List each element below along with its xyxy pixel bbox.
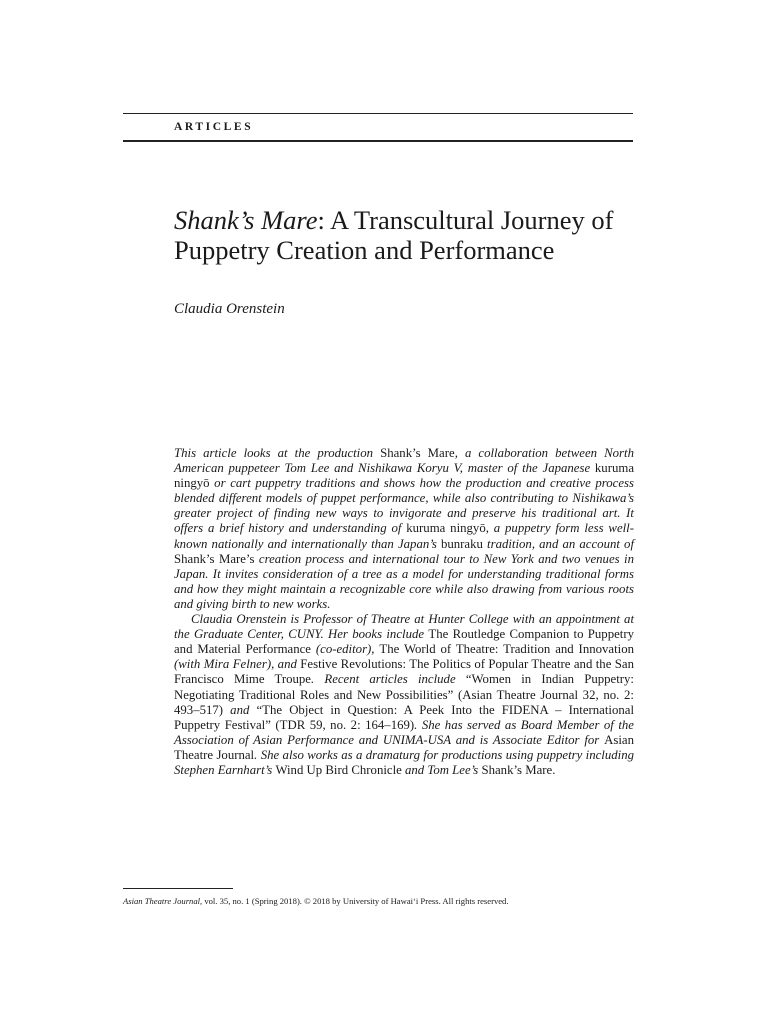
journal-citation (123, 896, 509, 906)
header-bottom-rule (123, 140, 633, 142)
abstract-run: creation process and international tour to New York and two venues in Japan. It invites consideration of a tree as a model for understanding traditional forms and how they might maintain a recognizable core while also drawing from various roots and giving birth to new works. (174, 551, 634, 611)
article-front-matter (174, 446, 634, 778)
abstract-run: This article looks at the production (174, 446, 381, 460)
abstract-run: , a puppetry form less well-known nationally and internationally than Japan’s (174, 521, 634, 551)
header-top-rule (123, 113, 633, 114)
bio-run: (co-editor), (310, 642, 380, 657)
citation-text: , vol. 35, no. 1 (Spring 2018). © 2018 by University of Hawai‘i Press. All rights reserved. (200, 896, 509, 906)
bio-run: The Routledge Companion to Puppetry and Material Performance (174, 627, 634, 657)
section-label: ARTICLES (174, 121, 254, 133)
abstract-run: tradition, and an account of (482, 536, 635, 551)
bio-run: Festive Revolutions: The Politics of Popular Theatre and the San Francisco Mime Troupe (174, 657, 634, 687)
author-name: Claudia Orenstein (174, 301, 285, 317)
abstract-run: or cart puppetry traditions and shows how the production and creative process blended different models of puppet performance, while also contributing to Nishikawa’s greater project of finding new ways to invigorate and preserve his traditional art. It offers a brief history and understanding of (174, 476, 634, 536)
bio-run: “Women in Indian Puppetry: Negotiating Traditional Roles and New Possibilities” (Asian Theatre Journal 32, no. 2: 493–517) (174, 672, 634, 717)
bio-run: . She also works as a dramaturg for productions using puppetry including Stephen Earnhart’s (174, 747, 634, 777)
abstract-run: Shank’s Mare’s (174, 551, 255, 566)
bio-run: . She has served as Board Member of the Association of Asian Performance and UNIMA-USA and is Associate Editor for (174, 717, 634, 747)
abstract-run: kuruma ningyō (406, 521, 486, 536)
bio-run: (with Mira Felner), and (174, 657, 301, 672)
article-title (174, 205, 634, 265)
abstract-run: kuruma ningyō (174, 461, 634, 491)
bio-run: Wind Up Bird Chronicle (275, 762, 402, 777)
bio-run: and Tom Lee’s (401, 762, 482, 777)
abstract-paragraph (174, 446, 634, 612)
journal-name: Asian Theatre Journal (123, 896, 201, 906)
abstract-run: , a collaboration between North American puppeteer Tom Lee and Nishikawa Koryu V, master of the Japanese (174, 446, 634, 476)
abstract-run: bunraku (440, 536, 483, 551)
footnote-rule (123, 888, 233, 889)
bio-run: “The Object in Question: A Peek Into the FIDENA – International Puppetry Festival” (TDR 59, no. 2: 164–169) (174, 702, 635, 732)
abstract-run: Shank’s Mare (380, 446, 455, 460)
title-rest: : A Transcultural Journey of Puppetry Creation and Performance (174, 205, 614, 265)
title-italic-part: Shank’s Mare (174, 205, 318, 235)
bio-run: Shank’s Mare (481, 762, 553, 777)
bio-run: . (552, 762, 556, 777)
bio-run: and (223, 702, 257, 717)
bio-run: . Recent articles include (310, 672, 466, 687)
bio-run: The World of Theatre: Tradition and Innovation (379, 642, 634, 657)
bio-run: Claudia Orenstein is Professor of Theatre at Hunter College with an appointment at the Graduate Center, CUNY. Her books include (174, 612, 634, 642)
author-bio-paragraph (174, 612, 634, 778)
bio-run: Asian Theatre Journal (174, 732, 634, 762)
